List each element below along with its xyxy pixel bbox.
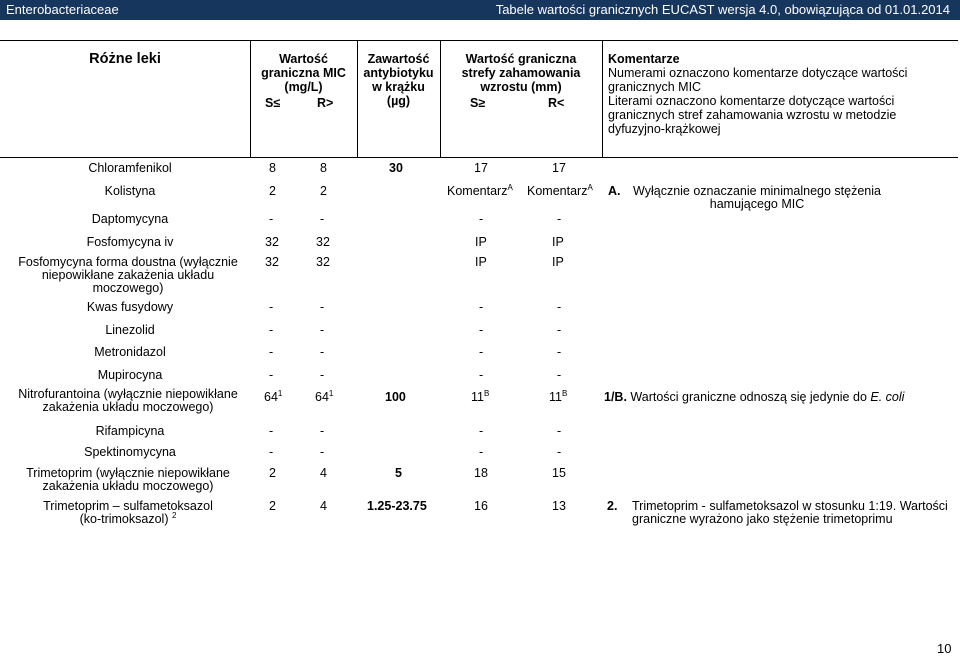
- page-number: 10: [937, 641, 952, 656]
- header-organism: Enterobacteriaceae: [6, 2, 119, 17]
- mic-r: 32: [316, 235, 330, 249]
- mic-r: 2: [320, 184, 327, 198]
- comment-label: A.: [608, 184, 621, 198]
- comment-text: Wyłącznie oznaczanie minimalnego stężenia hamującego MIC: [633, 184, 881, 211]
- disk-content: 30: [389, 161, 403, 175]
- mic-s: 32: [265, 255, 279, 269]
- mic-s: -: [269, 212, 274, 226]
- row-name: Daptomycyna: [91, 212, 169, 226]
- zone-s: -: [479, 212, 484, 226]
- zone-r: -: [557, 300, 562, 314]
- mic-s: 8: [269, 161, 276, 175]
- zone-r: -: [557, 445, 562, 459]
- row-name: Rifampicyna: [95, 424, 165, 438]
- zone-r: -: [557, 345, 562, 359]
- disk-content: 100: [385, 390, 406, 404]
- mic-s: -: [269, 345, 274, 359]
- mic-r: -: [320, 445, 325, 459]
- header-mic-r: R>: [317, 96, 334, 110]
- zone-s: -: [479, 323, 484, 337]
- zone-s: Komentarz$^A$: [447, 182, 513, 198]
- mic-r: 32: [316, 255, 330, 269]
- row-name: Spektinomycyna: [84, 445, 176, 459]
- mic-s: -: [269, 445, 274, 459]
- mic-s: $64^1$: [264, 388, 283, 404]
- header-zone-s: S≥: [470, 96, 486, 110]
- mic-r: 4: [320, 466, 327, 480]
- row-name: Trimetoprim – sulfametoksazol (ko-trimoksazol) $^2$: [43, 499, 213, 526]
- zone-s: 17: [474, 161, 488, 175]
- zone-r: -: [557, 323, 562, 337]
- comment-text: 1/B. Wartości graniczne odnoszą się jedynie do E. coli: [604, 390, 905, 404]
- zone-r: 13: [552, 499, 566, 513]
- mic-r: -: [320, 345, 325, 359]
- row-name: Metronidazol: [94, 345, 166, 359]
- zone-r: $11^B$: [549, 388, 568, 404]
- zone-r: -: [557, 368, 562, 382]
- mic-r: -: [320, 323, 325, 337]
- zone-r: 17: [552, 161, 566, 175]
- zone-r: Komentarz$^A$: [527, 182, 593, 198]
- mic-r: -: [320, 424, 325, 438]
- row-name: Mupirocyna: [97, 368, 163, 382]
- header-disk-content: Zawartość antybiotyku w krążku (µg): [363, 52, 434, 108]
- zone-s: -: [479, 368, 484, 382]
- zone-s: IP: [475, 255, 487, 269]
- row-name: Linezolid: [105, 323, 155, 337]
- row-name: Fosfomycyna forma doustna (wyłącznie niepowikłane zakażenia układu moczowego): [18, 255, 238, 295]
- row-name: Fosfomycyna iv: [86, 235, 174, 249]
- zone-r: IP: [552, 255, 564, 269]
- header-mic: Wartość graniczna MIC (mg/L): [261, 52, 346, 94]
- zone-s: -: [479, 424, 484, 438]
- comment-label: 2.: [607, 499, 618, 513]
- zone-s: 16: [474, 499, 488, 513]
- mic-s: -: [269, 323, 274, 337]
- header-comments: Komentarze Numerami oznaczono komentarze dotyczące wartości granicznych MIC Literami oznaczono komentarze dotyczące wartości granicznych stref zahamowania wzrostu w metodzie dyfuzyjno-krążkowej: [608, 52, 908, 136]
- disk-content: 5: [395, 466, 402, 480]
- zone-r: -: [557, 212, 562, 226]
- row-name: Nitrofurantoina (wyłącznie niepowikłane zakażenia układu moczowego): [18, 387, 238, 414]
- zone-s: 18: [474, 466, 488, 480]
- disk-content: 1.25-23.75: [367, 499, 427, 513]
- zone-s: -: [479, 445, 484, 459]
- zone-s: -: [479, 345, 484, 359]
- mic-s: 2: [269, 184, 276, 198]
- mic-r: 4: [320, 499, 327, 513]
- mic-s: -: [269, 368, 274, 382]
- mic-s: 2: [269, 499, 276, 513]
- column-divider: [602, 40, 603, 157]
- mic-s: -: [269, 424, 274, 438]
- zone-r: 15: [552, 466, 566, 480]
- zone-s: -: [479, 300, 484, 314]
- row-name: Kolistyna: [104, 184, 156, 198]
- row-name: Kwas fusydowy: [86, 300, 174, 314]
- comment-text: Trimetoprim - sulfametoksazol w stosunku 1:19. Wartości graniczne wyrażono jako stężenie trimetoprimu: [632, 499, 948, 526]
- header-zone-r: R<: [548, 96, 565, 110]
- row-name: Trimetoprim (wyłącznie niepowikłane zakażenia układu moczowego): [26, 466, 230, 493]
- header-drug-group: Różne leki: [89, 51, 161, 67]
- mic-r: -: [320, 368, 325, 382]
- header-mic-s: S≤: [265, 96, 281, 110]
- mic-r: 8: [320, 161, 327, 175]
- mic-s: -: [269, 300, 274, 314]
- zone-r: IP: [552, 235, 564, 249]
- zone-r: -: [557, 424, 562, 438]
- zone-s: $11^B$: [471, 388, 490, 404]
- mic-r: -: [320, 300, 325, 314]
- document-header-bar: [0, 0, 960, 20]
- mic-r: -: [320, 212, 325, 226]
- mic-s: 32: [265, 235, 279, 249]
- mic-s: 2: [269, 466, 276, 480]
- zone-s: IP: [475, 235, 487, 249]
- header-zone: Wartość graniczna strefy zahamowania wzrostu (mm): [461, 52, 581, 94]
- mic-r: $64^1$: [315, 388, 334, 404]
- header-document-title: Tabele wartości granicznych EUCAST wersja 4.0, obowiązująca od 01.01.2014: [495, 2, 950, 17]
- row-name: Chloramfenikol: [88, 161, 172, 175]
